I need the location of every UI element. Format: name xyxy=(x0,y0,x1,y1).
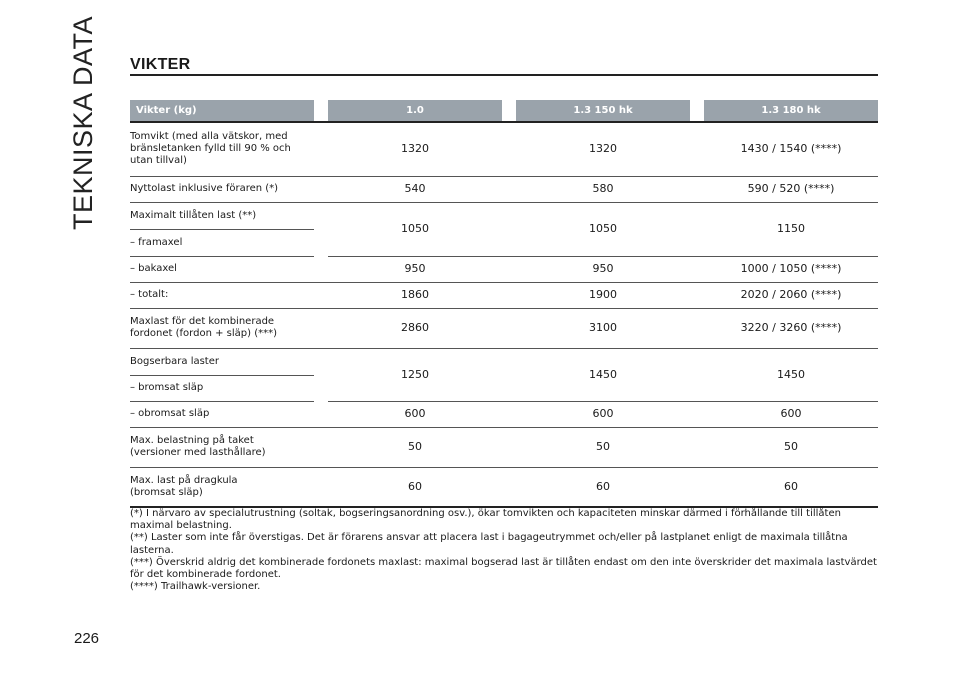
footnote: (*) I närvaro av specialutrustning (soltak, bogseringsanordning osv.), ökar tomvikten och kapaciteten minskar därmed i förhållande till tillåten maximal belastning. xyxy=(130,508,841,532)
footnote: (***) Överskrid aldrig det kombinerade fordonets maxlast: maximal bogserad last är tillåten endast om den inte överskrider det maximala lastvärdet för det kombinerade fordonet. xyxy=(130,556,877,581)
page-title: VIKTER xyxy=(130,56,191,73)
cell-value: 600 xyxy=(328,401,502,427)
cell-value: 1150 xyxy=(704,202,878,256)
title-rule xyxy=(130,74,878,76)
cell-value: 50 xyxy=(328,427,502,467)
column-header-1-3-180: 1.3 180 hk xyxy=(704,100,878,121)
row-label: Maxlast för det kombinerade fordonet (fordon + släp) (***) xyxy=(130,308,314,348)
cell-value: 1000 / 1050 (****) xyxy=(704,256,878,282)
table-row xyxy=(130,123,878,176)
table-row xyxy=(130,282,878,308)
table-row xyxy=(130,308,878,348)
cell-value: 60 xyxy=(516,467,690,507)
section-side-title: TEKNISKA DATA xyxy=(68,15,98,230)
row-label: Bogserbara laster xyxy=(130,348,314,375)
footnote: (**) Laster som inte får överstigas. Det är förarens ansvar att placera last i bagageutrymmet och/eller på lastplanet enligt de maximala tillåtna lasterna. xyxy=(130,532,848,556)
table-row xyxy=(130,401,878,427)
row-sublabel: – framaxel xyxy=(130,229,314,256)
row-sublabel: – bromsat släp xyxy=(130,375,314,401)
cell-value: 3100 xyxy=(516,308,690,348)
column-header-1-0: 1.0 xyxy=(328,100,502,121)
cell-value: 50 xyxy=(704,427,878,467)
row-label: Max. last på dragkula (bromsat släp) xyxy=(130,467,314,507)
cell-value: 1320 xyxy=(328,123,502,176)
row-label: – totalt: xyxy=(130,282,314,308)
column-header-1-3-150: 1.3 150 hk xyxy=(516,100,690,121)
cell-value: 600 xyxy=(516,401,690,427)
weights-table xyxy=(130,100,878,508)
row-label: – bakaxel xyxy=(130,256,314,282)
cell-value: 540 xyxy=(328,176,502,202)
cell-value: 950 xyxy=(516,256,690,282)
row-label: – obromsat släp xyxy=(130,401,314,427)
row-label: Nyttolast inklusive föraren (*) xyxy=(130,176,314,202)
cell-value: 1900 xyxy=(516,282,690,308)
cell-value: 60 xyxy=(328,467,502,507)
row-label: Maximalt tillåten last (**) xyxy=(130,202,314,229)
cell-value: 1250 xyxy=(328,348,502,401)
cell-value: 60 xyxy=(704,467,878,507)
table-header-row xyxy=(130,100,878,121)
page-number: 226 xyxy=(74,630,100,647)
cell-value: 580 xyxy=(516,176,690,202)
table-row xyxy=(130,427,878,467)
table-row xyxy=(130,467,878,507)
cell-value: 590 / 520 (****) xyxy=(704,176,878,202)
row-label: Max. belastning på taket (versioner med lasthållare) xyxy=(130,427,314,467)
table-row xyxy=(130,176,878,202)
table-row xyxy=(130,256,878,282)
cell-value: 950 xyxy=(328,256,502,282)
cell-value: 600 xyxy=(704,401,878,427)
cell-value: 1430 / 1540 (****) xyxy=(704,123,878,176)
footnotes xyxy=(130,508,878,593)
cell-value: 50 xyxy=(516,427,690,467)
cell-value: 3220 / 3260 (****) xyxy=(704,308,878,348)
table-row xyxy=(130,348,878,375)
cell-value: 1050 xyxy=(328,202,502,256)
cell-value: 1860 xyxy=(328,282,502,308)
table-row xyxy=(130,202,878,229)
cell-value: 1320 xyxy=(516,123,690,176)
cell-value: 1050 xyxy=(516,202,690,256)
cell-value: 1450 xyxy=(516,348,690,401)
row-label: Tomvikt (med alla vätskor, med bränsletanken fylld till 90 % och utan tillval) xyxy=(130,123,314,176)
cell-value: 2020 / 2060 (****) xyxy=(704,282,878,308)
cell-value: 1450 xyxy=(704,348,878,401)
cell-value: 2860 xyxy=(328,308,502,348)
footnote: (****) Trailhawk-versioner. xyxy=(130,581,261,593)
column-header-weights: Vikter (kg) xyxy=(130,100,314,121)
